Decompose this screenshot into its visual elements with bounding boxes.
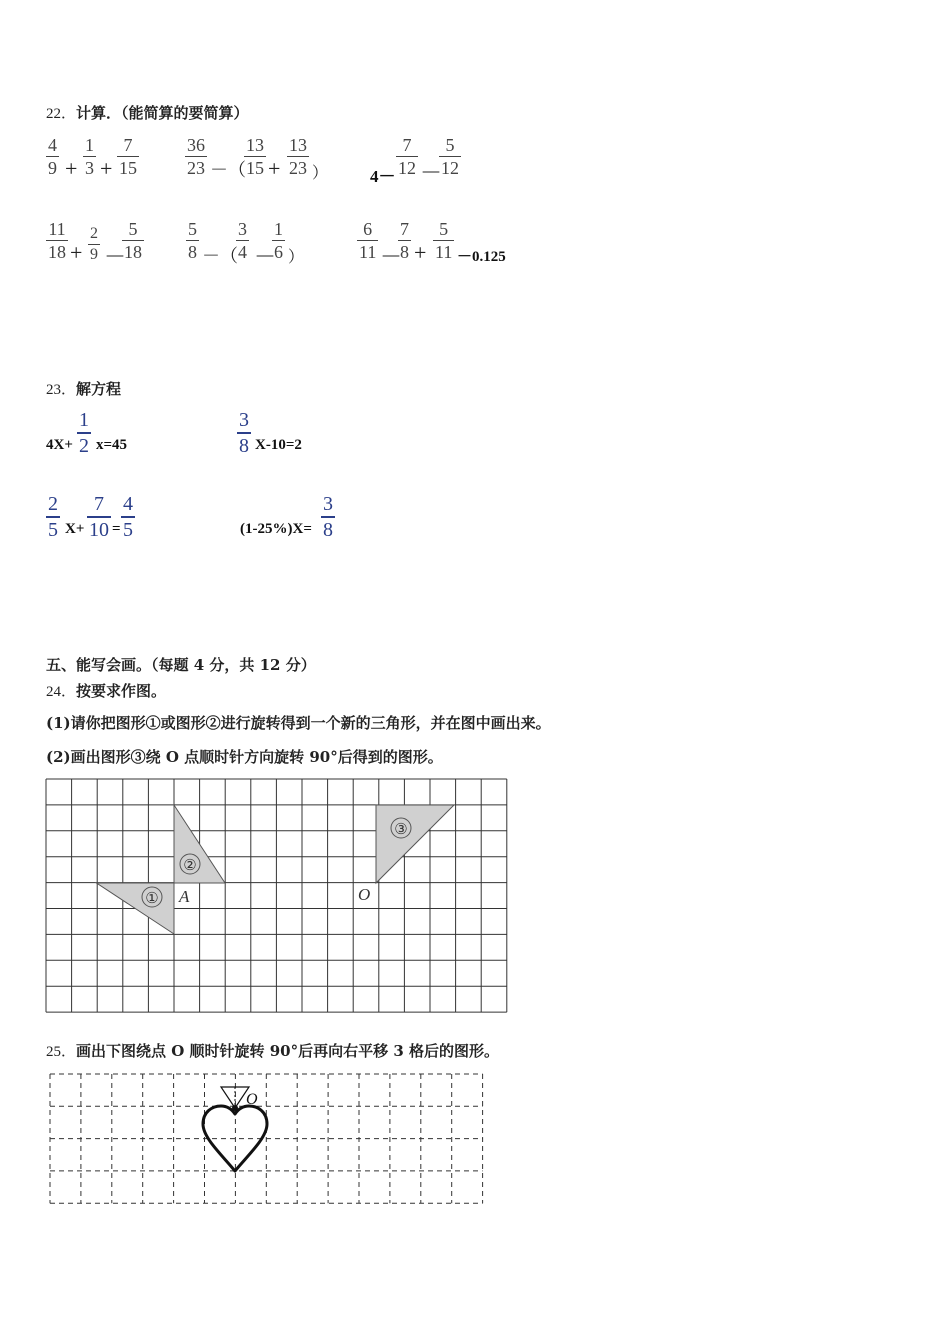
fraction: 4 9 xyxy=(48,135,57,178)
fraction: 5 12 xyxy=(441,135,459,178)
fraction: 13 23 xyxy=(289,135,307,178)
q24-requirement-2: (2)画出图形③绕 O 点顺时针方向旋转 90°后得到的图形。 xyxy=(46,748,443,766)
equation-text: X-10=2 xyxy=(255,437,302,453)
q23-title: 解方程 xyxy=(76,380,122,398)
operator: － xyxy=(420,160,443,185)
operator: + xyxy=(268,156,281,181)
equation-text: = xyxy=(112,521,121,537)
fraction: 2 5 xyxy=(48,493,58,541)
fraction: 3 4 xyxy=(238,219,247,262)
q24-title: 按要求作图。 xyxy=(76,682,167,700)
point-o-dot xyxy=(232,1105,238,1111)
operator: ） xyxy=(312,165,329,182)
shape-1-label: ① xyxy=(145,891,159,907)
fraction: 1 6 xyxy=(274,219,283,262)
shape-2-label: ② xyxy=(183,858,197,874)
shape-3-triangle xyxy=(376,805,454,883)
fraction: 11 18 xyxy=(48,219,66,262)
q24-number: 24． xyxy=(46,684,77,700)
operator: ） xyxy=(288,249,305,266)
fraction: 5 8 xyxy=(188,219,197,262)
equation-text: (1-25%)X= xyxy=(240,521,312,537)
operator: － xyxy=(254,244,277,269)
q22-number: 22． xyxy=(46,106,77,122)
equation-text: x=45 xyxy=(96,437,128,453)
fraction: 7 12 xyxy=(398,135,416,178)
fraction: 13 15 xyxy=(246,135,264,178)
q25-title: 画出下图绕点 O 顺时针旋转 90°后再向右平移 3 格后的图形。 xyxy=(76,1042,500,1060)
operator: + xyxy=(65,156,78,181)
section-5-title: 五、能写会画。（每题 4 分，共 12 分） xyxy=(46,656,316,674)
equation-text: 4X+ xyxy=(46,437,73,453)
q22-title: 计算．（能简算的要简算） xyxy=(76,104,249,122)
operator: － xyxy=(104,244,127,269)
operator: + xyxy=(70,240,83,265)
point-a-label: A xyxy=(179,887,190,906)
operator: －（ xyxy=(210,160,246,180)
operator: －0.125 xyxy=(457,249,506,265)
fraction: 5 18 xyxy=(124,219,142,262)
q24-requirement-1: (1)请你把图形①或图形②进行旋转得到一个新的三角形，并在图中画出来。 xyxy=(46,714,551,732)
operator: －（ xyxy=(202,246,238,266)
shape-3-label: ③ xyxy=(394,822,408,838)
fraction: 6 11 xyxy=(359,219,377,262)
q25-dashed-grid xyxy=(50,1074,483,1203)
operator: － xyxy=(380,244,403,269)
fraction: 5 11 xyxy=(435,219,453,262)
fraction: 4 5 xyxy=(123,493,133,541)
operator: 4－ xyxy=(370,167,396,186)
equation-text: X+ xyxy=(65,521,85,537)
operator: + xyxy=(100,156,113,181)
fraction: 7 8 xyxy=(400,219,409,262)
operator: + xyxy=(414,240,427,265)
fraction: 3 8 xyxy=(239,409,249,457)
fraction: 7 10 xyxy=(89,493,109,541)
point-o-label: O xyxy=(358,885,371,904)
fraction: 1 3 xyxy=(85,135,94,178)
q25-point-o-label: O xyxy=(246,1091,258,1108)
fraction: 3 8 xyxy=(323,493,333,541)
q25-heading xyxy=(46,1040,499,1061)
q25-number: 25． xyxy=(46,1044,77,1060)
fraction: 36 23 xyxy=(187,135,205,178)
q23-number: 23． xyxy=(46,382,77,398)
fraction: 2 9 xyxy=(90,225,98,263)
fraction: 7 15 xyxy=(119,135,137,178)
fraction: 1 2 xyxy=(79,409,89,457)
